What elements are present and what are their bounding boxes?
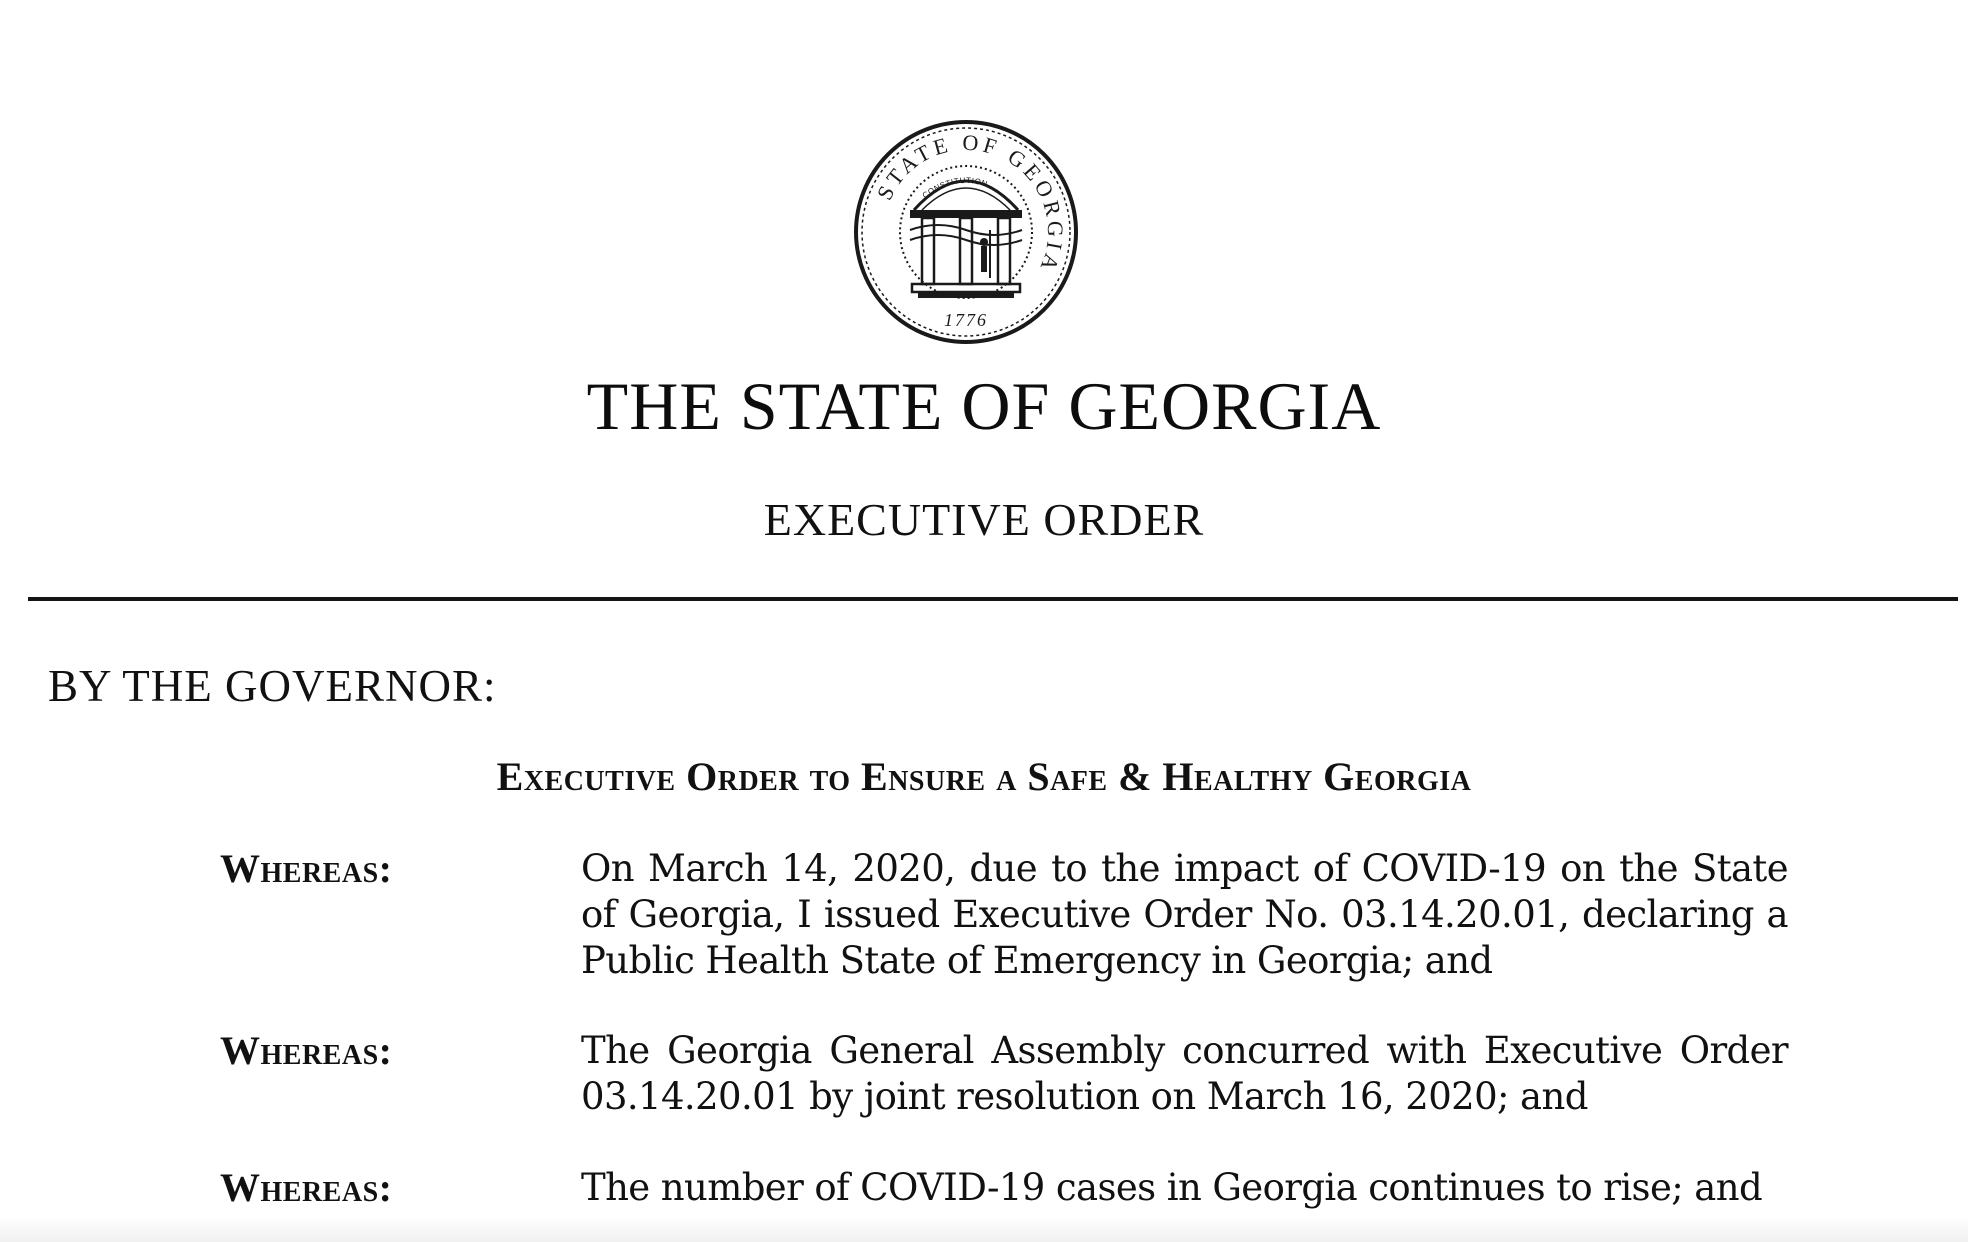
seal-ring-text: STATE OF GEORGIA [871,129,1069,278]
by-line: BY THE GOVERNOR: [48,661,497,711]
svg-text:CONSTITUTION [921,176,989,200]
order-title: Executive Order to Ensure a Safe & Healthy Georgia [496,754,1472,799]
seal-year: 1776 [944,310,988,330]
whereas-text: The number of COVID-19 cases in Georgia continues to rise; and [581,1166,1763,1209]
whereas-label: Whereas: [220,1028,393,1073]
seal-banner-text: CONSTITUTION [920,175,989,201]
whereas-text: The Georgia General Assembly concurred with Executive Order 03.14.20.01 by joint resolution on March 16, 2020; and [581,1029,1788,1118]
whereas-label: Whereas: [220,1165,393,1210]
whereas-text: On March 14, 2020, due to the impact of COVID-19 on the State of Georgia, I issued Executive Order No. 03.14.20.01, declaring a Public Health State of Emergency in Georgia; and [581,847,1788,982]
page-edge-shadow [0,1216,1968,1242]
state-seal [852,118,1080,346]
state-title: THE STATE OF GEORGIA [586,368,1382,444]
whereas-label: Whereas: [220,846,393,891]
header-divider [28,597,1958,601]
document-type: EXECUTIVE ORDER [763,494,1205,545]
